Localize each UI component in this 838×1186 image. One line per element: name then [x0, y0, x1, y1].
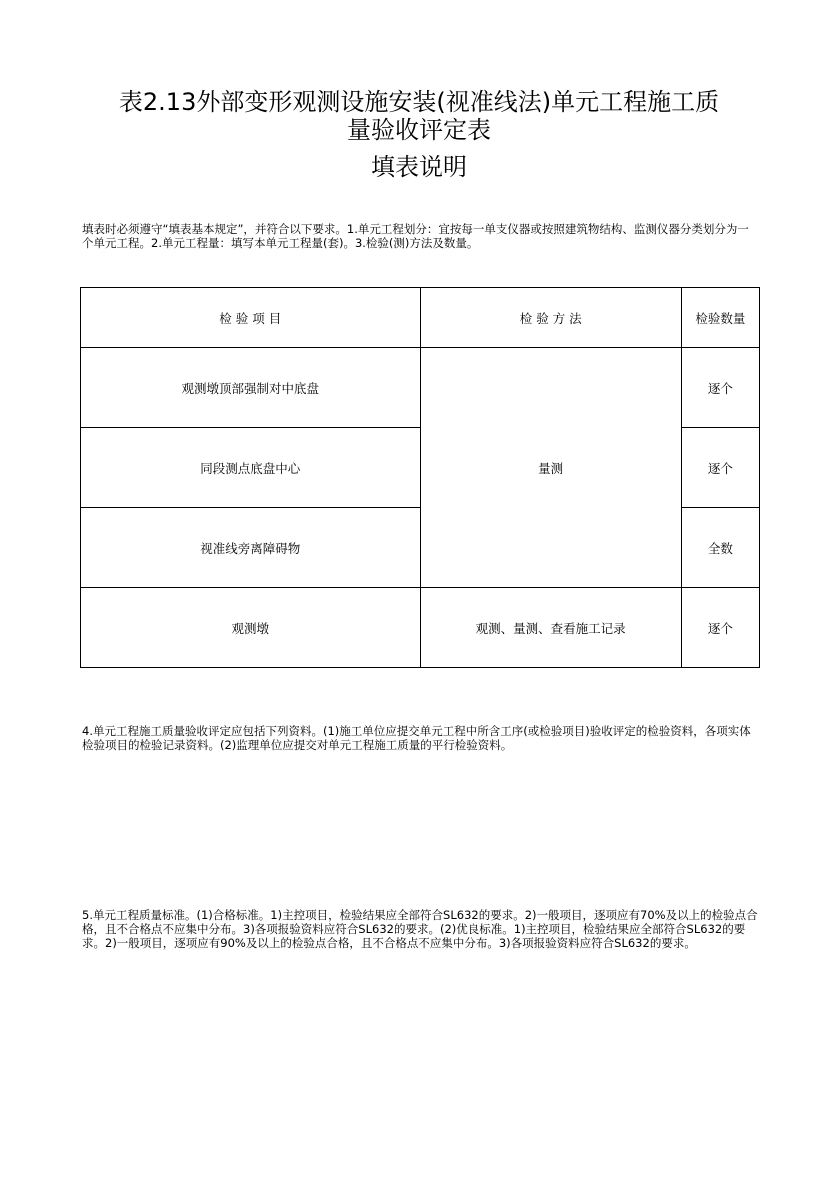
row-item: 视准线旁离障碍物 [81, 508, 421, 588]
row-method: 观测、量测、查看施工记录 [420, 588, 681, 668]
header-method: 检 验 方 法 [420, 288, 681, 348]
row-qty: 全数 [681, 508, 759, 588]
merged-method-cell: 量测 [420, 348, 681, 588]
note-4-paragraph: 4.单元工程施工质量验收评定应包括下列资料。(1)施工单位应提交单元工程中所含工序(或检验项目)验收评定的检验资料，各项实体检验项目的检验记录资料。(2)监理单位应提交对单元工程施工质量的平行检验资料。 [82, 724, 751, 752]
page-subtitle: 填表说明 [371, 153, 467, 181]
page-title-line-2: 量验收评定表 [347, 116, 491, 144]
title-block [0, 88, 838, 182]
table-row [81, 588, 760, 668]
row-item: 观测墩 [81, 588, 421, 668]
row-qty: 逐个 [681, 348, 759, 428]
header-qty: 检验数量 [681, 288, 759, 348]
row-item: 同段测点底盘中心 [81, 428, 421, 508]
header-item: 检 验 项 目 [81, 288, 421, 348]
row-item: 观测墩顶部强制对中底盘 [81, 348, 421, 428]
inspection-table [80, 287, 760, 668]
intro-paragraph: 填表时必须遵守“填表基本规定”，并符合以下要求。1.单元工程划分：宜按每一单支仪器或按照建筑物结构、监测仪器分类划分为一个单元工程。2.单元工程量：填写本单元工程量(套)。3.检验(测)方法及数量。 [82, 222, 749, 250]
table-header-row [81, 288, 760, 348]
row-qty: 逐个 [681, 428, 759, 508]
page-title-line-1: 表2.13外部变形观测设施安装(视准线法)单元工程施工质 [118, 88, 720, 116]
note-5-paragraph: 5.单元工程质量标准。(1)合格标准。1)主控项目，检验结果应全部符合SL632的要求。2)一般项目，逐项应有70%及以上的检验点合格，且不合格点不应集中分布。3)各项报验资料应符合SL632的要求。(2)优良标准。1)主控项目，检验结果应全部符合SL632的要求。2)一般项目，逐项应有90%及以上的检验点合格，且不合格点不应集中分布。3)各项报验资料应符合SL632的要求。 [82, 908, 758, 950]
row-qty: 逐个 [681, 588, 759, 668]
table-row [81, 348, 760, 428]
